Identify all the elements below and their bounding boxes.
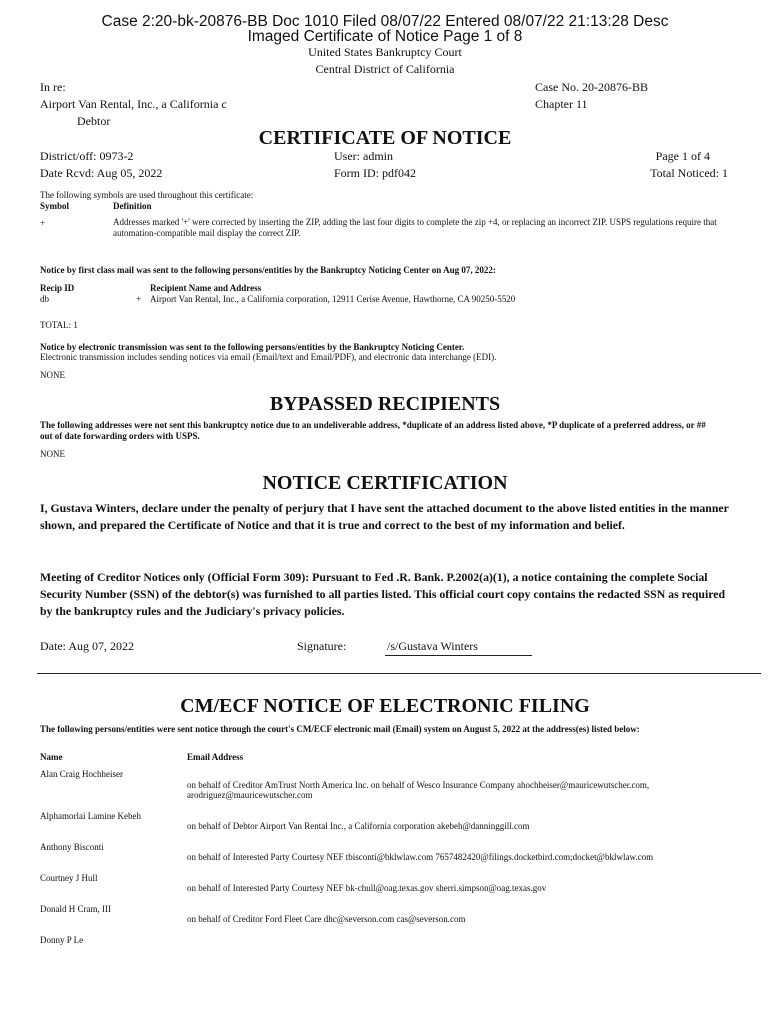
page-title: CERTIFICATE OF NOTICE [258,127,512,149]
certification-date: Date: Aug 07, 2022 [40,639,134,653]
ecf-recipient-name: Donald H Cram, III [40,904,111,914]
ecf-recipient-name: Alan Craig Hochheiser [40,769,123,779]
ecf-recipient-email: on behalf of Creditor Ford Fleet Care dhc@severson.com cas@severson.com [187,914,466,924]
bypassed-title: BYPASSED RECIPIENTS [269,393,501,415]
total-noticed: Total Noticed: 1 [650,166,728,180]
cmecf-intro: The following persons/entities were sent notice through the court's CM/ECF electronic mail (Email) system on August 5, 2022 at the address(es) listed below: [40,724,640,734]
case-stamp-line2: Imaged Certificate of Notice Page 1 of 8 [247,28,523,45]
court-district: Central District of California [315,62,455,76]
ecf-recipient-email: on behalf of Creditor AmTrust North America Inc. on behalf of Wesco Insurance Company ahochheiser@mauricewutscher.com, [187,780,650,790]
section-divider [37,673,761,674]
debtor-name: Airport Van Rental, Inc., a California c [40,97,227,111]
ecf-recipient-name: Alphamorlai Lamine Kebeh [40,811,141,821]
ecf-recipient-email: on behalf of Interested Party Courtesy NEF tbisconti@bklwlaw.com 7657482420@filings.docketbird.com;docket@bklwlaw.com [187,852,654,862]
debtor-label: Debtor [77,114,111,128]
email-col-header: Email Address [187,752,244,762]
signature-line [385,655,532,656]
ecf-recipient-email: on behalf of Debtor Airport Van Rental Inc., a California corporation akebeh@danninggill.com [187,821,530,831]
user: User: admin [334,149,393,163]
in-re-label: In re: [40,80,66,94]
bypassed-none: NONE [40,449,65,459]
court-name: United States Bankruptcy Court [308,45,462,59]
district-office: District/off: 0973-2 [40,149,134,163]
definition-col-header: Definition [113,201,152,211]
symbol-plus-definition: Addresses marked '+' were corrected by inserting the ZIP, adding the last four digits to complete the zip +4, or replacing an incorrect ZIP. USPS regulations require that automation-compatible mail display the correct ZIP. [113,217,717,238]
first-class-heading: Notice by first class mail was sent to the following persons/entities by the Bankruptcy Noticing Center on Aug 07, 2022: [40,265,496,275]
electronic-none: NONE [40,370,65,380]
ecf-recipient-name: Anthony Bisconti [40,842,104,852]
electronic-heading: Notice by electronic transmission was sent to the following persons/entities by the Bankruptcy Noticing Center. [40,342,465,352]
chapter: Chapter 11 [535,97,588,111]
ecf-recipient-name: Donny P Le [40,935,84,945]
certification-declaration: I, Gustava Winters, declare under the penalty of perjury that I have sent the attached document to the above listed entities in the manner shown, and prepared the Certificate of Notice and that it is true and correct to the best of my information and belief. [40,501,729,532]
ecf-recipient-email-cont: arodriguez@mauricewutscher.com [187,790,313,800]
recip-id-header: Recip ID [40,283,75,293]
cmecf-title: CM/ECF NOTICE OF ELECTRONIC FILING [180,695,590,717]
page-count: Page 1 of 4 [655,149,710,163]
electronic-subtext: Electronic transmission includes sending notices via email (Email/text and Email/PDF), and electronic data interchange (EDI). [40,352,497,362]
recipient-address: Airport Van Rental, Inc., a California corporation, 12911 Cerise Avenue, Hawthorne, CA 90250-5520 [150,294,516,304]
ecf-recipient-email: on behalf of Interested Party Courtesy NEF bk-chull@oag.texas.gov sherri.simpson@oag.texas.gov [187,883,547,893]
bypassed-text: The following addresses were not sent this bankruptcy notice due to an undeliverable address, *duplicate of an address listed above, *P duplicate of a preferred address, or ## out of date forwarding orders with USPS. [40,420,706,441]
symbol-plus: + [40,218,46,228]
date-received: Date Rcvd: Aug 05, 2022 [40,166,163,180]
case-number: Case No. 20-20876-BB [535,80,648,94]
symbol-col-header: Symbol [40,201,70,211]
signature-label: Signature: [297,639,347,653]
address-corrected-mark: + [136,294,142,304]
certification-title: NOTICE CERTIFICATION [262,472,508,494]
signature: /s/Gustava Winters [387,639,478,653]
symbols-intro: The following symbols are used throughout this certificate: [40,190,254,200]
name-col-header: Name [40,752,63,762]
recip-id: db [40,294,49,304]
ssn-notice: Meeting of Creditor Notices only (Official Form 309): Pursuant to Fed .R. Bank. P.2002(a)(1), a notice containing the complete Social Security Number (SSN) of the debtor(s) was furnished to all parties listed. This official court copy contains the redacted SSN as required by the bankruptcy rules and the Judiciary's privacy policies. [40,570,726,618]
recipient-name-header: Recipient Name and Address [150,283,262,293]
form-id: Form ID: pdf042 [334,166,416,180]
ecf-recipient-name: Courtney J Hull [40,873,98,883]
case-stamp-line1: Case 2:20-bk-20876-BB Doc 1010 Filed 08/07/22 Entered 08/07/22 21:13:28 Desc [101,13,669,30]
first-class-total: TOTAL: 1 [40,320,78,330]
